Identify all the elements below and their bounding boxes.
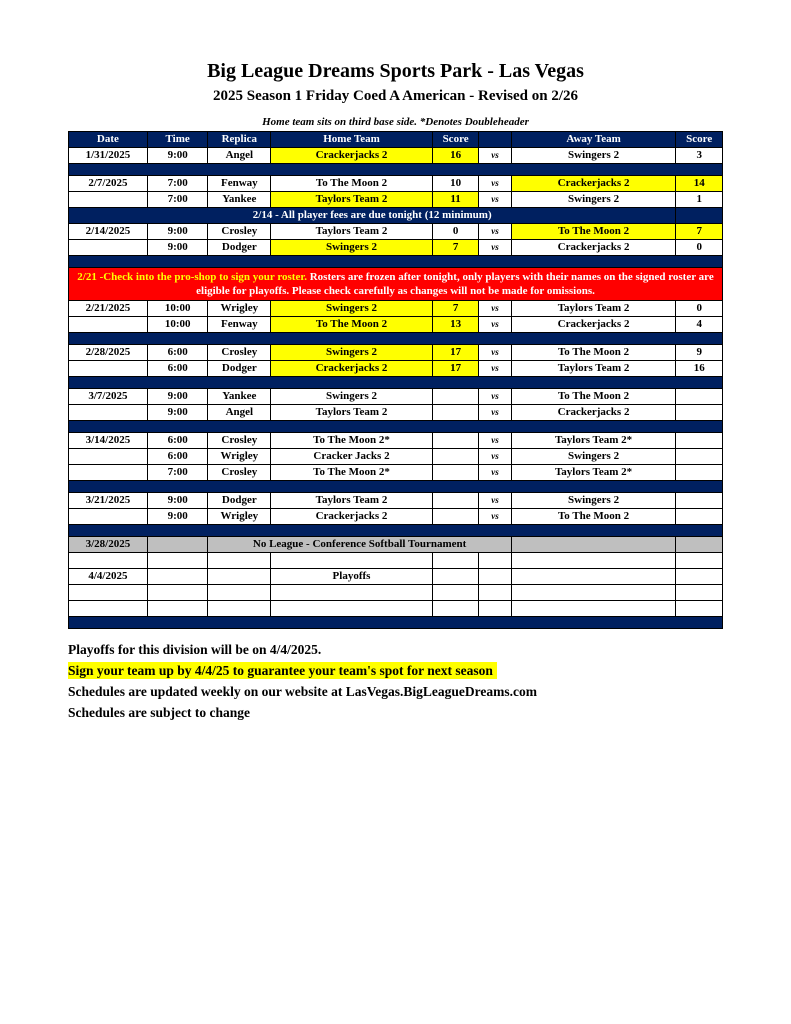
away-team-cell bbox=[511, 553, 676, 569]
away-score-cell bbox=[676, 405, 723, 421]
vs-cell: vs bbox=[479, 465, 511, 481]
date-cell bbox=[69, 317, 148, 333]
date-cell bbox=[69, 192, 148, 208]
away-team-cell bbox=[511, 585, 676, 601]
home-team-cell: Crackerjacks 2 bbox=[271, 509, 433, 525]
away-score-cell: 16 bbox=[676, 361, 723, 377]
date-cell bbox=[69, 361, 148, 377]
home-team-cell: Cracker Jacks 2 bbox=[271, 449, 433, 465]
separator-bar bbox=[69, 421, 723, 433]
away-score-cell bbox=[676, 537, 723, 553]
replica-cell: Crosley bbox=[208, 224, 271, 240]
home-team-cell: Taylors Team 2 bbox=[271, 493, 433, 509]
roster-notice-lead: 2/21 -Check into the pro-shop to sign your roster. bbox=[77, 271, 307, 283]
away-team-cell: Swingers 2 bbox=[511, 192, 676, 208]
time-cell: 6:00 bbox=[147, 449, 208, 465]
vs-cell bbox=[479, 553, 511, 569]
home-score-cell bbox=[432, 389, 478, 405]
away-team-cell bbox=[511, 569, 676, 585]
row-game bbox=[69, 345, 723, 361]
replica-cell bbox=[208, 553, 271, 569]
replica-cell: Dodger bbox=[208, 493, 271, 509]
home-score-cell: 16 bbox=[432, 148, 478, 164]
header-row bbox=[69, 132, 723, 148]
signup-note-text: Sign your team up by 4/4/25 to guarantee your team's spot for next season bbox=[68, 662, 497, 679]
replica-cell: Dodger bbox=[208, 361, 271, 377]
away-team-cell: To The Moon 2 bbox=[511, 389, 676, 405]
away-score-cell: 1 bbox=[676, 192, 723, 208]
away-team-cell: Swingers 2 bbox=[511, 148, 676, 164]
date-cell: 4/4/2025 bbox=[69, 569, 148, 585]
date-cell: 2/21/2025 bbox=[69, 301, 148, 317]
replica-cell: Crosley bbox=[208, 345, 271, 361]
home-score-cell: 7 bbox=[432, 240, 478, 256]
row-game bbox=[69, 361, 723, 377]
schedule-body bbox=[69, 148, 723, 629]
replica-cell: Angel bbox=[208, 405, 271, 421]
roster-notice-body: Rosters are frozen after tonight, only players with their names on the signed roster are eligible for playoffs. Please check carefully as changes will not be made for omissions. bbox=[196, 271, 714, 297]
website-note: Schedules are updated weekly on our website at LasVegas.BigLeagueDreams.com bbox=[68, 684, 538, 699]
home-score-cell bbox=[432, 405, 478, 421]
away-score-cell: 3 bbox=[676, 148, 723, 164]
time-cell: 9:00 bbox=[147, 148, 208, 164]
row-empty bbox=[69, 601, 723, 617]
time-cell bbox=[147, 553, 208, 569]
time-cell: 7:00 bbox=[147, 176, 208, 192]
vs-cell: vs bbox=[479, 301, 511, 317]
home-score-cell bbox=[432, 493, 478, 509]
vs-cell: vs bbox=[479, 317, 511, 333]
time-cell: 7:00 bbox=[147, 192, 208, 208]
col-header-date: Date bbox=[69, 132, 148, 148]
row-game bbox=[69, 389, 723, 405]
away-team-cell: Swingers 2 bbox=[511, 493, 676, 509]
fees-notice: 2/14 - All player fees are due tonight (12 minimum) bbox=[69, 208, 676, 224]
row-separator bbox=[69, 617, 723, 629]
away-score-cell: 9 bbox=[676, 345, 723, 361]
away-score-cell bbox=[676, 509, 723, 525]
row-separator bbox=[69, 333, 723, 345]
home-team-cell: Crackerjacks 2 bbox=[271, 148, 433, 164]
home-score-cell bbox=[432, 465, 478, 481]
col-header-home-team: Home Team bbox=[271, 132, 433, 148]
col-header-home-score: Score bbox=[432, 132, 478, 148]
row-game bbox=[69, 240, 723, 256]
row-game bbox=[69, 176, 723, 192]
separator-bar bbox=[69, 525, 723, 537]
replica-cell bbox=[208, 601, 271, 617]
away-score-cell bbox=[676, 389, 723, 405]
vs-cell: vs bbox=[479, 433, 511, 449]
home-team-cell: Taylors Team 2 bbox=[271, 224, 433, 240]
home-team-cell: Taylors Team 2 bbox=[271, 405, 433, 421]
home-team-cell: Swingers 2 bbox=[271, 389, 433, 405]
away-score-cell bbox=[676, 585, 723, 601]
vs-cell bbox=[479, 601, 511, 617]
home-score-cell: 17 bbox=[432, 361, 478, 377]
row-red-banner bbox=[69, 268, 723, 301]
replica-cell: Angel bbox=[208, 148, 271, 164]
time-cell: 6:00 bbox=[147, 345, 208, 361]
replica-cell: Yankee bbox=[208, 389, 271, 405]
schedule-table bbox=[68, 131, 723, 629]
vs-cell: vs bbox=[479, 389, 511, 405]
replica-cell: Fenway bbox=[208, 317, 271, 333]
home-team-cell bbox=[271, 585, 433, 601]
date-cell bbox=[69, 449, 148, 465]
home-score-cell bbox=[432, 569, 478, 585]
vs-cell: vs bbox=[479, 493, 511, 509]
replica-cell: Yankee bbox=[208, 192, 271, 208]
home-team-cell: To The Moon 2* bbox=[271, 433, 433, 449]
row-gray-banner bbox=[69, 537, 723, 553]
home-team-cell: To The Moon 2 bbox=[271, 176, 433, 192]
away-score-cell bbox=[676, 569, 723, 585]
away-team-cell: To The Moon 2 bbox=[511, 224, 676, 240]
away-team-cell: Crackerjacks 2 bbox=[511, 240, 676, 256]
col-header-away-team: Away Team bbox=[511, 132, 676, 148]
replica-cell: Fenway bbox=[208, 176, 271, 192]
away-score-cell bbox=[676, 493, 723, 509]
row-game bbox=[69, 465, 723, 481]
date-cell: 3/21/2025 bbox=[69, 493, 148, 509]
away-team-cell: Swingers 2 bbox=[511, 449, 676, 465]
vs-cell: vs bbox=[479, 176, 511, 192]
row-empty bbox=[69, 585, 723, 601]
time-cell: 9:00 bbox=[147, 240, 208, 256]
home-team-cell: Swingers 2 bbox=[271, 345, 433, 361]
time-cell: 6:00 bbox=[147, 361, 208, 377]
row-game bbox=[69, 148, 723, 164]
roster-notice bbox=[69, 268, 723, 301]
vs-cell: vs bbox=[479, 509, 511, 525]
away-team-cell bbox=[511, 537, 676, 553]
away-team-cell bbox=[511, 601, 676, 617]
away-score-cell bbox=[676, 433, 723, 449]
separator-bar bbox=[69, 333, 723, 345]
home-score-cell bbox=[432, 585, 478, 601]
home-score-cell: 13 bbox=[432, 317, 478, 333]
date-cell: 2/7/2025 bbox=[69, 176, 148, 192]
row-game bbox=[69, 493, 723, 509]
time-cell: 6:00 bbox=[147, 433, 208, 449]
date-cell bbox=[69, 240, 148, 256]
home-team-cell bbox=[271, 553, 433, 569]
row-game bbox=[69, 301, 723, 317]
signup-note bbox=[68, 660, 723, 681]
row-separator bbox=[69, 481, 723, 493]
replica-cell bbox=[208, 585, 271, 601]
vs-cell bbox=[479, 585, 511, 601]
home-score-cell bbox=[432, 509, 478, 525]
away-score-cell bbox=[676, 449, 723, 465]
home-team-cell: Swingers 2 bbox=[271, 301, 433, 317]
playoffs-note: Playoffs for this division will be on 4/4/2025. bbox=[68, 642, 322, 657]
home-team-cell: Crackerjacks 2 bbox=[271, 361, 433, 377]
date-cell bbox=[69, 405, 148, 421]
page-subtitle: 2025 Season 1 Friday Coed A American - Revised on 2/26 bbox=[212, 88, 578, 104]
time-cell bbox=[147, 585, 208, 601]
time-cell bbox=[147, 601, 208, 617]
row-game bbox=[69, 509, 723, 525]
away-team-cell: Crackerjacks 2 bbox=[511, 176, 676, 192]
date-cell: 3/7/2025 bbox=[69, 389, 148, 405]
row-separator bbox=[69, 525, 723, 537]
separator-bar bbox=[69, 617, 723, 629]
time-cell: 7:00 bbox=[147, 465, 208, 481]
away-score-cell bbox=[676, 553, 723, 569]
away-team-cell: To The Moon 2 bbox=[511, 345, 676, 361]
replica-cell: Dodger bbox=[208, 240, 271, 256]
row-game bbox=[69, 449, 723, 465]
vs-cell: vs bbox=[479, 345, 511, 361]
vs-cell: vs bbox=[479, 405, 511, 421]
replica-cell bbox=[208, 569, 271, 585]
time-cell: 9:00 bbox=[147, 493, 208, 509]
home-score-cell: 7 bbox=[432, 301, 478, 317]
home-score-cell: 11 bbox=[432, 192, 478, 208]
time-cell: 9:00 bbox=[147, 405, 208, 421]
date-cell: 2/14/2025 bbox=[69, 224, 148, 240]
time-cell: 9:00 bbox=[147, 224, 208, 240]
vs-cell: vs bbox=[479, 449, 511, 465]
row-game bbox=[69, 192, 723, 208]
away-score-cell: 14 bbox=[676, 176, 723, 192]
vs-cell bbox=[479, 569, 511, 585]
row-game bbox=[69, 433, 723, 449]
date-cell bbox=[69, 553, 148, 569]
col-header-replica: Replica bbox=[208, 132, 271, 148]
replica-cell: Wrigley bbox=[208, 509, 271, 525]
home-team-cell: To The Moon 2 bbox=[271, 317, 433, 333]
home-score-cell bbox=[432, 449, 478, 465]
time-cell: 10:00 bbox=[147, 317, 208, 333]
time-cell: 9:00 bbox=[147, 509, 208, 525]
row-separator bbox=[69, 377, 723, 389]
time-cell: 10:00 bbox=[147, 301, 208, 317]
row-game bbox=[69, 405, 723, 421]
away-score-cell bbox=[676, 208, 723, 224]
home-score-cell: 0 bbox=[432, 224, 478, 240]
col-header-time: Time bbox=[147, 132, 208, 148]
page-title: Big League Dreams Sports Park - Las Vegas bbox=[207, 60, 584, 82]
tournament-note: No League - Conference Softball Tournament bbox=[208, 537, 511, 553]
playoffs-cell: Playoffs bbox=[271, 569, 433, 585]
away-score-cell: 7 bbox=[676, 224, 723, 240]
away-score-cell bbox=[676, 465, 723, 481]
home-score-cell bbox=[432, 553, 478, 569]
away-score-cell bbox=[676, 601, 723, 617]
subject-note: Schedules are subject to change bbox=[68, 705, 250, 720]
vs-cell: vs bbox=[479, 192, 511, 208]
home-score-cell bbox=[432, 601, 478, 617]
away-score-cell: 0 bbox=[676, 301, 723, 317]
row-navy-banner bbox=[69, 208, 723, 224]
row-separator bbox=[69, 256, 723, 268]
separator-bar bbox=[69, 256, 723, 268]
replica-cell: Crosley bbox=[208, 433, 271, 449]
row-playoffs bbox=[69, 569, 723, 585]
away-team-cell: Crackerjacks 2 bbox=[511, 317, 676, 333]
row-game bbox=[69, 224, 723, 240]
home-team-cell: Taylors Team 2 bbox=[271, 192, 433, 208]
vs-cell: vs bbox=[479, 361, 511, 377]
date-cell: 3/14/2025 bbox=[69, 433, 148, 449]
vs-cell: vs bbox=[479, 224, 511, 240]
away-team-cell: Crackerjacks 2 bbox=[511, 405, 676, 421]
home-score-cell: 17 bbox=[432, 345, 478, 361]
row-separator bbox=[69, 164, 723, 176]
time-cell bbox=[147, 537, 208, 553]
col-header-away-score: Score bbox=[676, 132, 723, 148]
replica-cell: Crosley bbox=[208, 465, 271, 481]
footer bbox=[68, 639, 723, 723]
vs-cell: vs bbox=[479, 148, 511, 164]
away-team-cell: Taylors Team 2* bbox=[511, 433, 676, 449]
row-separator bbox=[69, 421, 723, 433]
away-team-cell: Taylors Team 2* bbox=[511, 465, 676, 481]
separator-bar bbox=[69, 481, 723, 493]
separator-bar bbox=[69, 377, 723, 389]
away-score-cell: 0 bbox=[676, 240, 723, 256]
date-cell bbox=[69, 601, 148, 617]
home-score-cell bbox=[432, 433, 478, 449]
away-team-cell: Taylors Team 2 bbox=[511, 301, 676, 317]
time-cell bbox=[147, 569, 208, 585]
vs-cell: vs bbox=[479, 240, 511, 256]
row-game bbox=[69, 317, 723, 333]
separator-bar bbox=[69, 164, 723, 176]
away-team-cell: Taylors Team 2 bbox=[511, 361, 676, 377]
row-empty bbox=[69, 553, 723, 569]
replica-cell: Wrigley bbox=[208, 449, 271, 465]
home-team-cell bbox=[271, 601, 433, 617]
home-team-note: Home team sits on third base side. *Denotes Doubleheader bbox=[262, 116, 529, 128]
date-cell bbox=[69, 465, 148, 481]
away-score-cell: 4 bbox=[676, 317, 723, 333]
replica-cell: Wrigley bbox=[208, 301, 271, 317]
date-cell bbox=[69, 509, 148, 525]
home-score-cell: 10 bbox=[432, 176, 478, 192]
date-cell: 2/28/2025 bbox=[69, 345, 148, 361]
home-team-cell: Swingers 2 bbox=[271, 240, 433, 256]
away-team-cell: To The Moon 2 bbox=[511, 509, 676, 525]
home-team-cell: To The Moon 2* bbox=[271, 465, 433, 481]
date-cell bbox=[69, 585, 148, 601]
time-cell: 9:00 bbox=[147, 389, 208, 405]
date-cell: 1/31/2025 bbox=[69, 148, 148, 164]
date-cell: 3/28/2025 bbox=[69, 537, 148, 553]
col-header-vs bbox=[479, 132, 511, 148]
